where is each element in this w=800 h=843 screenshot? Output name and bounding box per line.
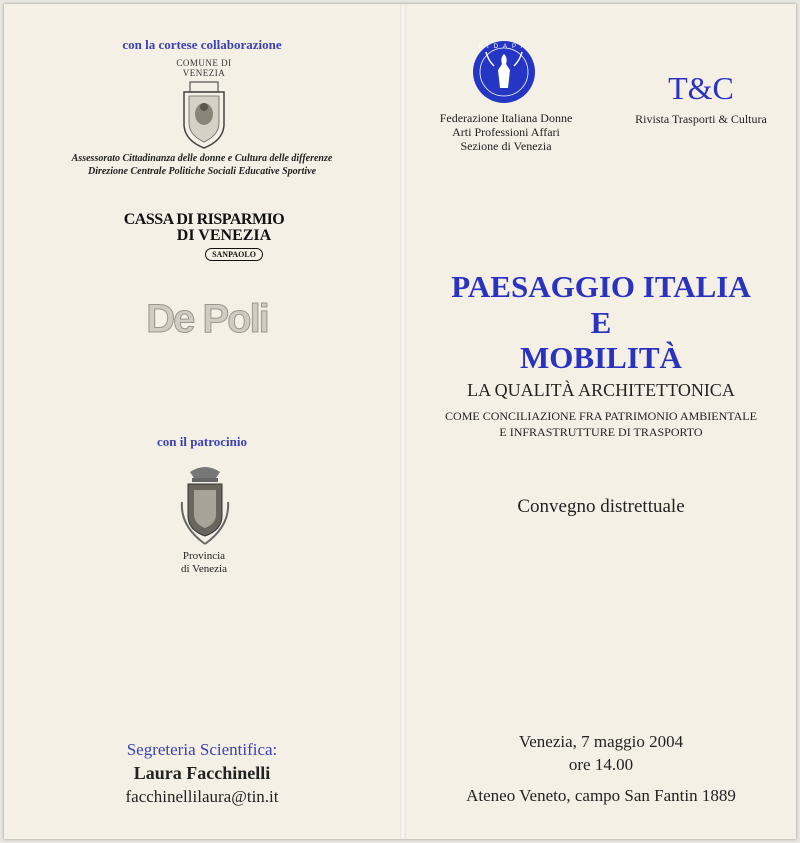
brochure-sheet — [4, 4, 796, 839]
fidapa-caption — [406, 111, 606, 153]
provincia-label — [154, 550, 254, 576]
tc-logo: T&C — [668, 70, 734, 106]
sanpaolo-badge: SANPAOLO — [205, 248, 263, 261]
title-line3: MOBILITÀ — [520, 340, 682, 375]
comune-label-line1: COMUNE DI — [176, 58, 232, 68]
provincia-line1: Provincia — [182, 550, 226, 562]
segreteria-label: Segreteria Scientifica: — [126, 740, 278, 759]
collab-heading: con la cortese collaborazione — [122, 37, 282, 52]
fidapa-line1: Federazione Italiana Donne — [439, 111, 573, 125]
fidapa-line2: Arti Professioni Affari — [452, 125, 560, 139]
assessorato-line1: Assessorato Cittadinanza delle donne e Cultura delle differenze — [71, 153, 333, 164]
cassa-line2: DI VENEZIA — [176, 227, 272, 244]
subsubtitle-line1: COME CONCILIAZIONE FRA PATRIMONIO AMBIENTALE — [445, 409, 757, 423]
patrocinio-heading: con il patrocinio — [156, 434, 248, 449]
title-line1: PAESAGGIO ITALIA — [451, 269, 751, 304]
left-panel — [4, 4, 400, 839]
event-date: Venezia, 7 maggio 2004 — [518, 732, 684, 751]
fidapa-line3: Sezione di Venezia — [460, 139, 552, 153]
subsubtitle — [406, 408, 796, 440]
subtitle: LA QUALITÀ ARCHITETTONICA — [467, 380, 735, 400]
segreteria-name: Laura Facchinelli — [133, 763, 271, 783]
event-type: Convegno distrettuale — [517, 496, 685, 517]
tc-caption: Rivista Trasporti & Cultura — [635, 112, 767, 126]
provincia-venezia-crest-icon — [176, 462, 234, 548]
fidapa-letters: FIDAPA — [478, 44, 530, 50]
cassa-risparmio-logo — [104, 212, 304, 262]
comune-venezia-crest-icon — [180, 80, 228, 150]
subsubtitle-line2: E INFRASTRUTTURE DI TRASPORTO — [499, 425, 703, 439]
right-panel — [406, 4, 796, 839]
assessorato-text — [4, 152, 400, 178]
event-venue: Ateneo Veneto, campo San Fantin 1889 — [466, 786, 736, 805]
comune-label — [154, 58, 254, 78]
depoli-logo: De Poli — [146, 297, 268, 341]
comune-label-line2: VENEZIA — [182, 68, 226, 78]
assessorato-line2: Direzione Centrale Politiche Sociali Educative Sportive — [87, 166, 317, 177]
provincia-line2: di Venezia — [181, 563, 227, 575]
event-time: ore 14.00 — [568, 755, 634, 774]
cassa-line1: CASSA DI RISPARMIO — [123, 211, 285, 228]
segreteria-email: facchinellilaura@tin.it — [125, 787, 279, 806]
title-line2: E — [590, 305, 612, 340]
